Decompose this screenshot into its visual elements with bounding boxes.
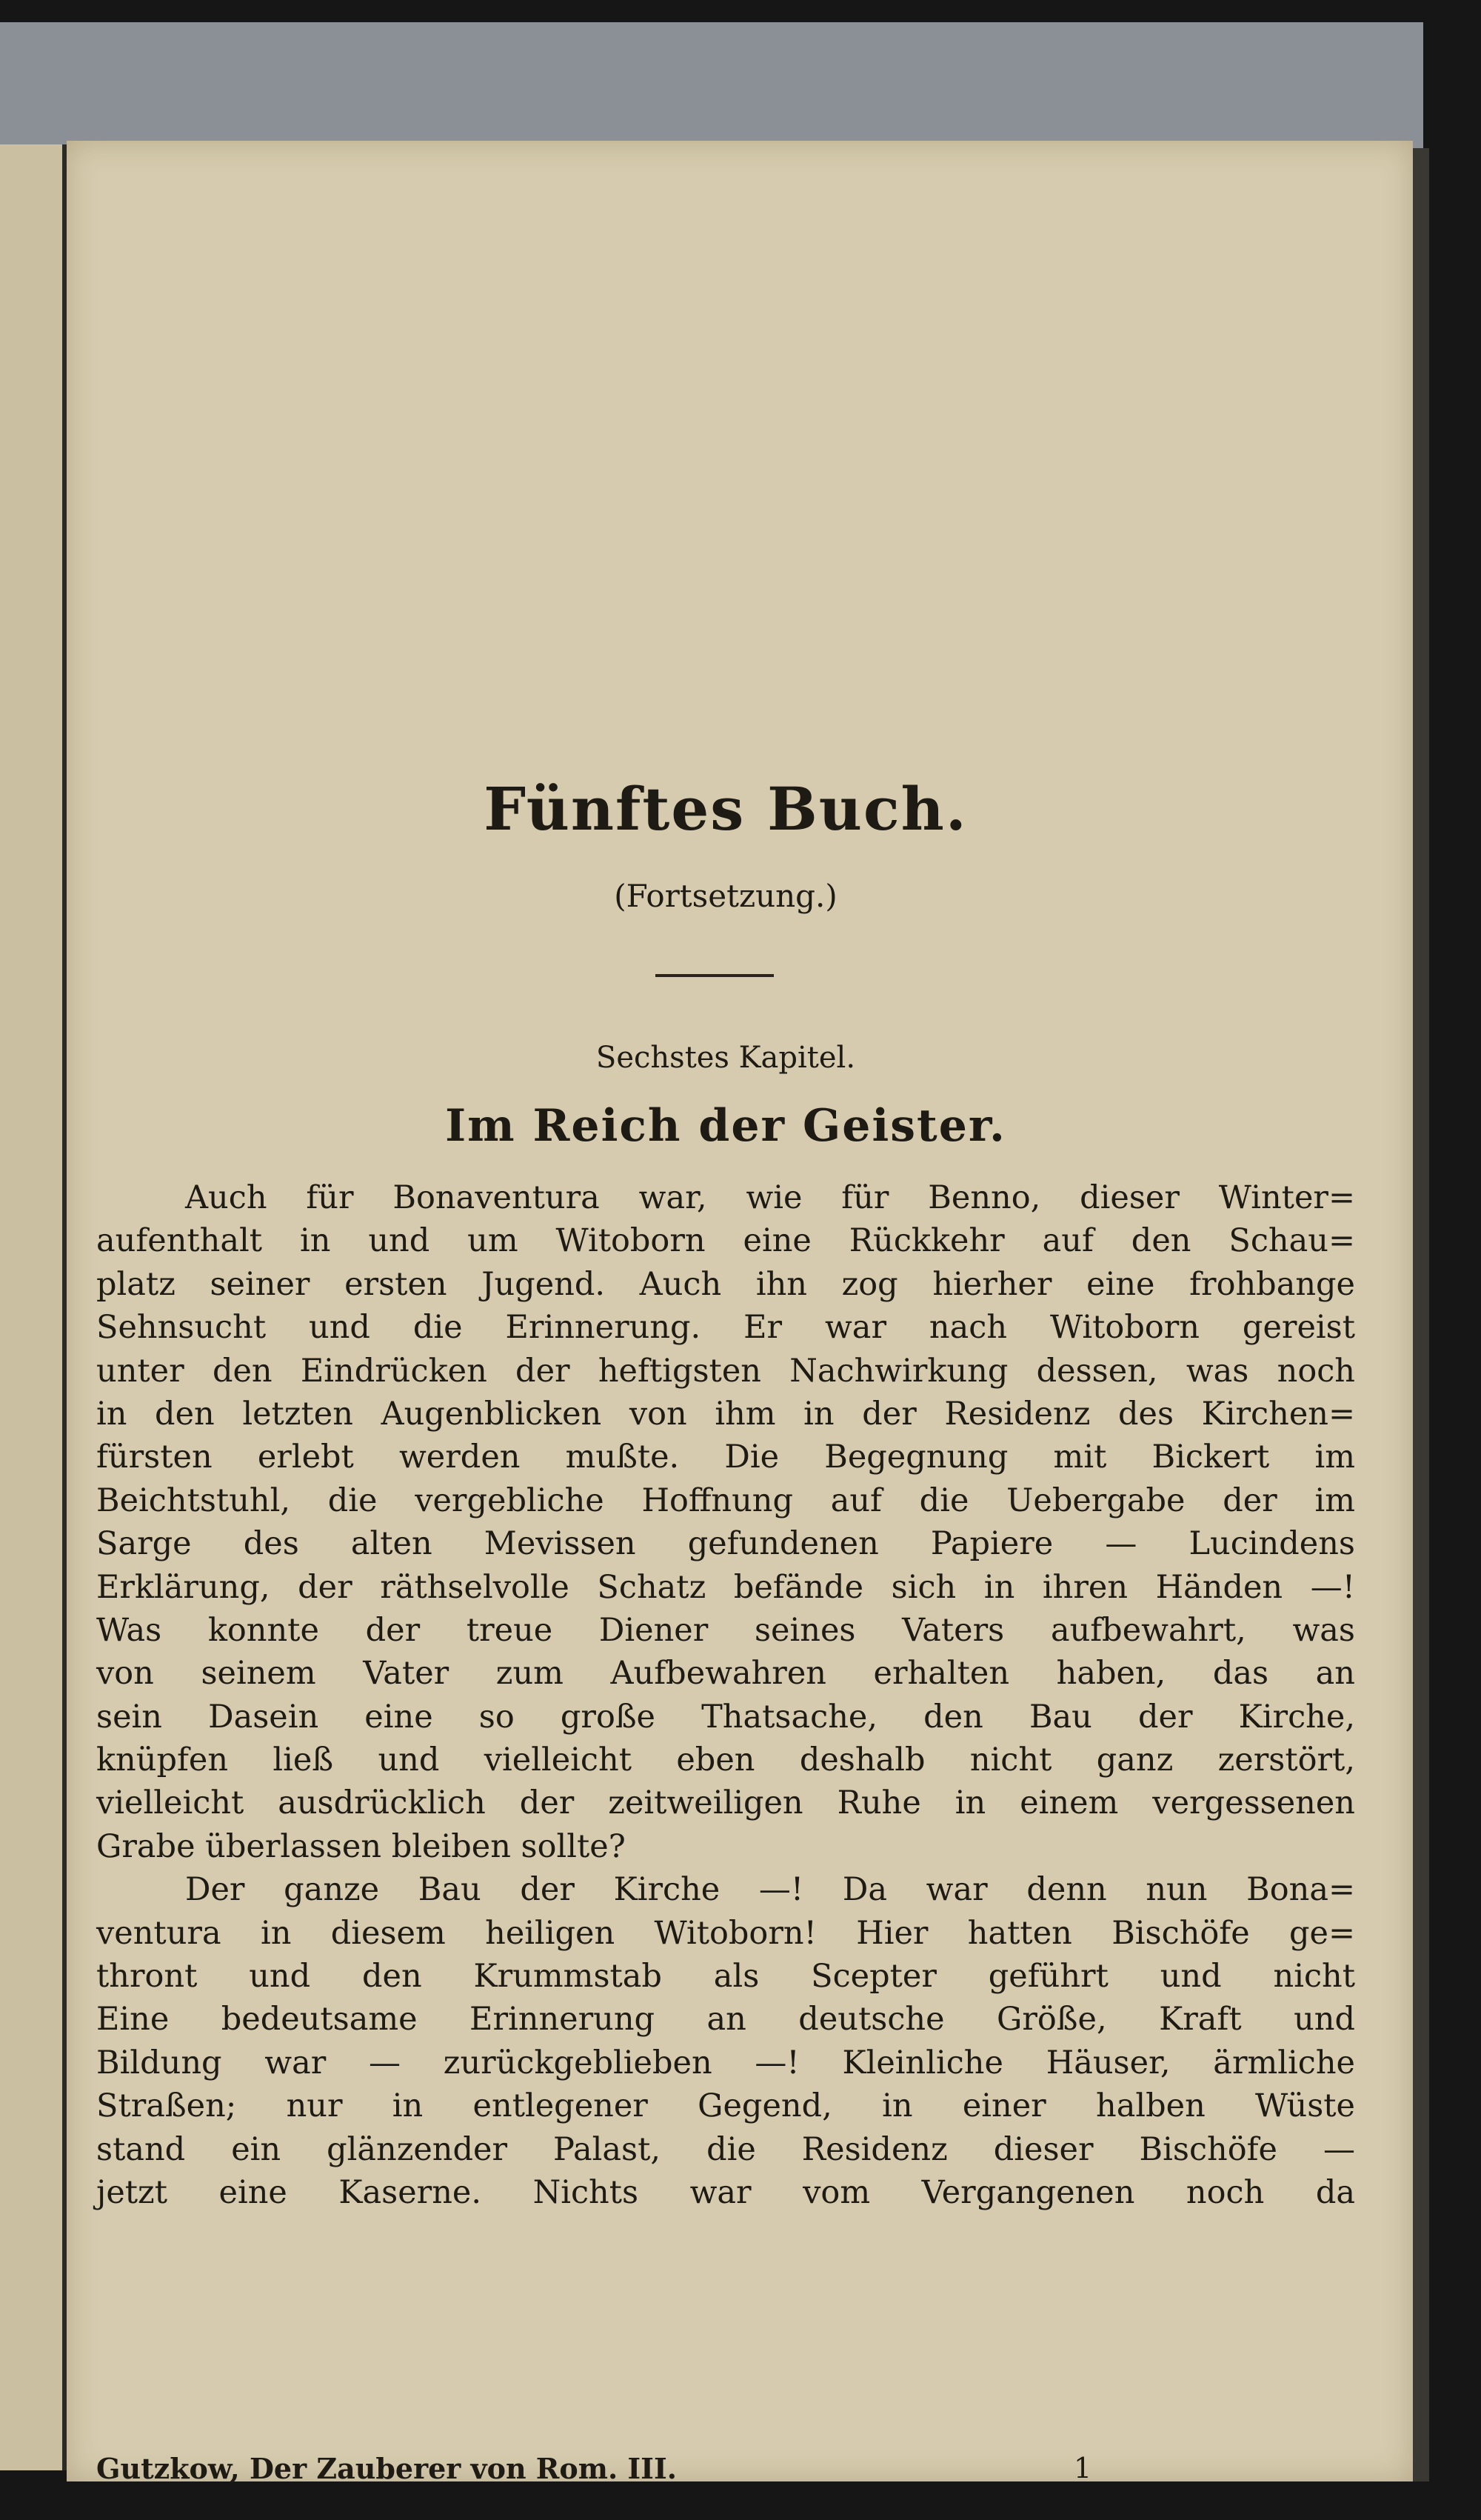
chapter-title: Im Reich der Geister. xyxy=(445,1100,1006,1152)
text-line: platz seiner ersten Jugend. Auch ihn zog hierher eine frohbange xyxy=(96,1265,1355,1303)
text-line: vielleicht ausdrücklich der zeitweiligen Ruhe in einem vergessenen xyxy=(96,1784,1355,1822)
book-cover-backing xyxy=(0,22,1423,153)
text-line: Bildung war — zurückgeblieben —! Kleinliche Häuser, ärmliche xyxy=(96,2044,1355,2081)
text-line: sein Dasein eine so große Thatsache, den Bau der Kirche, xyxy=(96,1698,1355,1736)
sheet-number: 1 xyxy=(1074,2452,1092,2484)
text-line: fürsten erlebt werden mußte. Die Begegnung mit Bickert im xyxy=(96,1439,1355,1476)
text-line: Eine bedeutsame Erinnerung an deutsche Größe, Kraft und xyxy=(96,2001,1355,2039)
text-line: in den letzten Augenblicken von ihm in der Residenz des Kirchen= xyxy=(96,1395,1355,1433)
facing-page-edge xyxy=(0,144,67,2470)
chapter-number: Sechstes Kapitel. xyxy=(595,1041,856,1075)
text-line: Beichtstuhl, die vergebliche Hoffnung auf die Uebergabe der im xyxy=(96,1481,1355,1519)
text-line: stand ein glänzender Palast, die Residenz dieser Bischöfe — xyxy=(96,2130,1355,2168)
book-title: Fünftes Buch. xyxy=(484,774,968,844)
book-page xyxy=(67,141,1413,2485)
text-line: von seinem Vater zum Aufbewahren erhalten haben, das an xyxy=(96,1655,1355,1693)
text-line: thront und den Krummstab als Scepter geführt und nicht xyxy=(96,1958,1355,1996)
text-line: Der ganze Bau der Kirche —! Da war denn nun Bona= xyxy=(185,1871,1355,1909)
text-line: Sarge des alten Mevissen gefundenen Papiere — Lucindens xyxy=(96,1525,1355,1563)
text-line: unter den Eindrücken der heftigsten Nachwirkung dessen, was noch xyxy=(96,1352,1355,1390)
text-line: Sehnsucht und die Erinnerung. Er war nach Witoborn gereist xyxy=(96,1309,1355,1347)
text-line: jetzt eine Kaserne. Nichts war vom Vergangenen noch da xyxy=(96,2173,1355,2211)
text-line: Grabe überlassen bleiben sollte? xyxy=(96,1827,626,1865)
page-block-edge xyxy=(1413,148,1429,2481)
text-line: Was konnte der treue Diener seines Vaters aufbewahrt, was xyxy=(96,1611,1355,1649)
text-line: Straßen; nur in entlegener Gegend, in einer halben Wüste xyxy=(96,2087,1355,2125)
body-text xyxy=(96,1176,1355,2214)
text-line: Erklärung, der räthselvolle Schatz befände sich in ihren Händen —! xyxy=(96,1568,1355,1606)
signature-line: Gutzkow, Der Zauberer von Rom. III. xyxy=(96,2452,677,2485)
text-line: aufenthalt in und um Witoborn eine Rückkehr auf den Schau= xyxy=(96,1222,1355,1260)
text-line: Auch für Bonaventura war, wie für Benno, dieser Winter= xyxy=(185,1179,1355,1216)
section-rule xyxy=(655,974,774,977)
text-line: ventura in diesem heiligen Witoborn! Hier hatten Bischöfe ge= xyxy=(96,1914,1355,1952)
text-line: knüpfen ließ und vielleicht eben deshalb nicht ganz zerstört, xyxy=(96,1741,1355,1779)
book-subtitle: (Fortsetzung.) xyxy=(614,878,838,914)
